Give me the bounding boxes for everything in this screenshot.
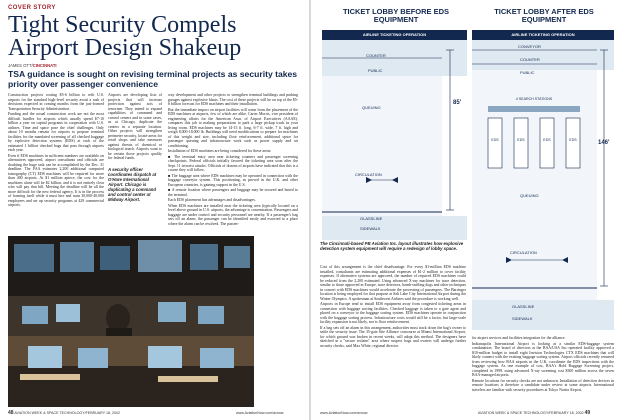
paragraph: Remote locations for security checks are not unknown. Installation of detection devices in remote locations is therefore a candidate under review at some airports. International travelers are familiar with security procedures at Tokyo Narita Airport, bbox=[472, 378, 614, 392]
paragraph: for airport services and facilities integration for the alliance. bbox=[472, 336, 566, 340]
page-gutter bbox=[309, 0, 311, 420]
publication-line: AVIATION WEEK & SPACE TECHNOLOGY/FEBRUARY 18, 2002 bbox=[478, 411, 584, 415]
dimension-after: 146' bbox=[598, 140, 610, 146]
circulation-label-after: CIRCULATION bbox=[510, 250, 537, 255]
paragraph: Airports are developing lists of projects that will increase protection against acts of terrorism. They intend to expand capabilities of command and control centers and in some cases, as at Chicago, duplicate the centers in a separate location. Other projects will strengthen perimeter security, locate areas for retail shops and take measures against threats of chemical or biological attack. Airports want to be certain those projects qualify for federal funds. bbox=[108, 93, 162, 160]
paragraph: When EDS machines are installed near the ticketing area (typically located on a level above ground in U.S. airports, the advantage is concentration. Passengers and baggage are under control and security personnel are nearby. If a passenger's bag sets off an alarm, the passenger can be identified easily and escorted to a place where the alarm can be resolved. The passen- bbox=[168, 203, 298, 226]
eds-label-2: EDS bbox=[517, 138, 525, 142]
public-label-after: PUBLIC bbox=[520, 70, 535, 75]
paragraph: ■ The terminal entry area near ticketing counters and passenger screening checkpoints. Federal officials initially favored the ticketing area soon after the Sept. 11 terrorist attacks. Officials of dozens of airports have indicated that this is a course they will follow. bbox=[168, 154, 298, 172]
publication-line: AVIATION WEEK & SPACE TECHNOLOGY/FEBRUARY 18, 2002 bbox=[14, 411, 121, 415]
article-headline: Tight Security Compels Airport Design Shakeup bbox=[8, 12, 242, 61]
eds-label-1: EDS bbox=[491, 138, 499, 142]
control-room-photo bbox=[8, 236, 254, 407]
lobby-after-plan bbox=[472, 30, 614, 330]
paragraph: Indianapolis International Airport is looking at a similar EDS-baggage system combination. The board of directors at the BAA/USA Inc.-operated facility approved a $10-million budget to install eight Invision Technologies CTX EDS machines that will likely connect with the existing baggage sorting system. Airport officials recently returned from reviewing how BAA airports in the U.K. coordinate the EDS inspections with the baggage system. As one example of cost, BAA's Hold Baggage Screening project, completed in 1998, using advanced X-ray screening cost $300 million across the seven BAA-managed airports. bbox=[472, 341, 614, 377]
byline bbox=[8, 63, 57, 68]
paragraph: Installation of EDS machines are being considered for these areas: bbox=[168, 149, 272, 153]
section-label: COVER STORY bbox=[8, 5, 56, 11]
left-footer bbox=[8, 410, 120, 416]
paragraph: way development and other projects to strengthen terminal buildings and parking garages against explosive blasts. The cost of these projects will be on top of the $5-6 billion forecast for EDS machines and their installation. bbox=[168, 93, 298, 106]
eds-label-3: EDS bbox=[543, 138, 551, 142]
paragraph: If a bag sets off an alarm in this arrangement, authorities must track down the bag's owner to settle the security issue. The 35-gate Site Alliance concourse at Miami International Airport, for which ground was broken in recent weeks, will adopt this method. The designers have sketched in a "secure reclaim" area where suspect bags and owners will undergo further security checks, said Max White, regional director bbox=[320, 325, 466, 348]
glassline-label-after: GLASSLINE bbox=[512, 304, 535, 309]
photo-caption: A security officer coordinates dispatch at O'Hare International Airport. Chicago is duplicating a command and control center at Midway Airport. bbox=[108, 167, 157, 202]
eds-label-4: EDS bbox=[569, 138, 577, 142]
right-footer bbox=[478, 410, 590, 416]
paragraph: Each EDS placement has advantages and disadvantages. bbox=[168, 198, 256, 202]
control-room-illustration bbox=[8, 236, 254, 407]
search-stations-label: 4 SEARCH STATIONS bbox=[515, 97, 553, 101]
article-column-3 bbox=[320, 265, 466, 405]
article-column-4 bbox=[472, 336, 614, 406]
lobby-before-plan bbox=[322, 30, 467, 240]
circulation-label-before: CIRCULATION bbox=[355, 172, 382, 177]
page-number: 48 bbox=[8, 410, 14, 416]
counter-label-before: COUNTER bbox=[366, 53, 386, 58]
paragraph: But the immediate impact on airport facilities will come from the placement of the EDS machines at airports, few of which are alike. Carter Morris, vice president of engineering affairs for the American Assn. of Airport Executives (AAAE), compares this job to making preparations to park a large pickup truck in your living room. EDS machines may be 14-15 ft. long, 6-7 ft. wide, 7 ft. high and weigh 8,000-18,000 lb. Buildings will need modifications to prepare for machines of this weight and size, including floor reinforcement, additional space for passenger queuing and infrastructure work such as power supply and air conditioning. bbox=[168, 107, 298, 148]
paragraph: Funding and the actual construction work are not the most difficult hurdles for airports which usually spend $7-10 billion a year on capital programs in cooperation with U.S. airlines. Time and space pose the chief challenges. Only about 10 months remain for airports to prepare terminal facilities for the mandated screening of all checked baggage by explosive detection systems (EDS) at each of the estimated 1 billion checked bags that pass through airports each year. bbox=[8, 112, 104, 152]
byline-author: JAMES OTT/ bbox=[8, 63, 33, 68]
paragraph: ■ A remote location where passengers and baggage may be secured and bused to the terminal. bbox=[168, 188, 298, 197]
diagram-caption: The Cincinnati-based PB Aviation Inc. layout illustrates how explosive detection system equipment will require a redesign of lobby space. bbox=[320, 241, 464, 251]
counter-label-after: COUNTER bbox=[520, 57, 540, 62]
paragraph: Construction projects costing $5-6 billion to refit U.S. airports for the standard high-level security await a rash of decisions expected in coming months from the just-formed Transportation Security Administration. bbox=[8, 93, 104, 111]
paragraph: Cost of this arrangement is the chief disadvantage. For every $1-million EDS machine installed, consultants are estimating additional expenses of $1-2 million to cover facility expenses. If alternative systems are approved, the number of required EDS machines could be reduced from the 2,200 estimated. Using advanced X-ray machines for trace detection, similar to those approved in Europe, trace detectors, bomb-sniffing dogs and other techniques in concert with EDS machines would accelerate the processing of passengers. The Barringer location is being employed for that purpose at Salt Lake City International Airport during the Winter Olympics. A spokesman at Southwest Airlines said the procedure is working well. bbox=[320, 265, 466, 301]
queuing-label-before: QUEUING bbox=[362, 105, 381, 110]
article-deck: TSA guidance is sought on revising terminal projects as security takes priority over passenger convenience bbox=[8, 69, 298, 89]
band-label-after: AIRLINE TICKETING OPERATION bbox=[511, 32, 575, 37]
diagram-after bbox=[472, 30, 614, 330]
paragraph: Even if EDS machines in sufficient numbers are available on alternatives approved, airport consultants and officials are doubting the huge task can be accomplished by the Dec. 31 deadline. The FAA estimates 2,200 additional computed tomography (CT) EDS machines will be required for more than 400 airports. At $1 million apiece, the cost for the machines alone will be $2 billion, and it is not entirely clear who will pay that bill. Meeting the deadline will be all the more difficult for the new federal agency. It is in the process of forming itself while it must hire and train 30,000-40,000 employees and set up security programs at 429 commercial airports. bbox=[8, 153, 104, 207]
sidewalk-label-before: SIDEWALK bbox=[360, 226, 381, 231]
paragraph: ■ The baggage area where EDS machines may be operated in connection with the baggage conveyor system. This positioning, as proved in the U.K. and other European countries, is gaining support in the U.S. bbox=[168, 173, 298, 187]
diagram-after-title: TICKET LOBBY AFTER EDS EQUIPMENT bbox=[494, 7, 594, 24]
glassline-label-before: GLASSLINE bbox=[360, 216, 383, 221]
sidewalk-label-after: SIDEWALK bbox=[512, 316, 533, 321]
byline-city: CINCINNATI bbox=[32, 63, 57, 68]
diagram-before-title: TICKET LOBBY BEFORE EDS EQUIPMENT bbox=[342, 7, 450, 24]
dimension-before: 85' bbox=[453, 100, 462, 106]
page-number: 49 bbox=[584, 410, 591, 416]
diagram-before bbox=[322, 30, 467, 240]
public-label-before: PUBLIC bbox=[368, 68, 383, 73]
paragraph: Airports in Europe tend to install EDS equipment away from congested ticketing areas in connection with baggage sorting facilities. Checked baggage is taken to a gate agent and placed on a conveyor to the baggage sorting system. EDS machines operate in conjunction with the baggage sorting process. Infrastructure costs would still be a factor, but large-scale facility expansion is not likely, nor is floor reinforcement. bbox=[320, 302, 466, 324]
article-column-1b bbox=[108, 93, 162, 162]
conveyor-label: CONVEYOR bbox=[518, 44, 541, 49]
band-label-before: AIRLINE TICKETING OPERATION bbox=[362, 32, 427, 37]
left-footer-url: www.AviationNow.com/avnow bbox=[236, 411, 284, 415]
article-column-1 bbox=[8, 93, 104, 209]
right-footer-url: www.AviationNow.com/avnow bbox=[320, 411, 368, 415]
queuing-label-after: QUEUING bbox=[520, 193, 539, 198]
